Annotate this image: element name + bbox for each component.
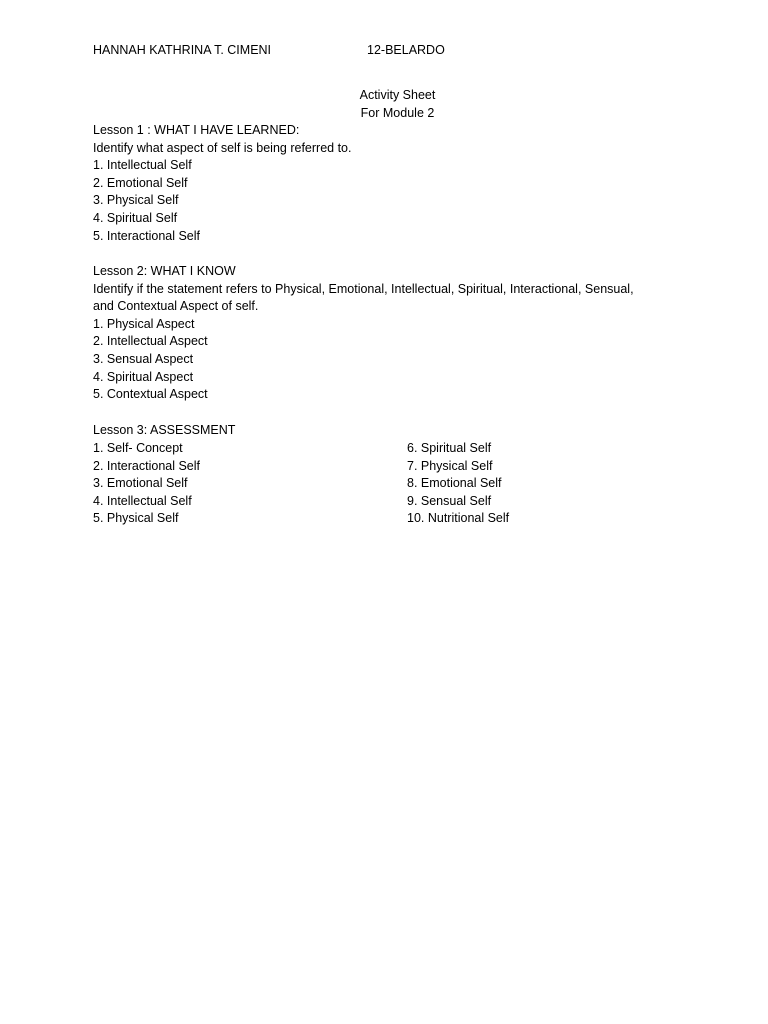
lesson3-answer: 10. Nutritional Self xyxy=(407,511,510,526)
lesson3-answer: 7. Physical Self xyxy=(407,458,493,473)
lesson3-answer: 4. Intellectual Self xyxy=(93,493,192,508)
lesson1-section xyxy=(93,122,673,245)
lesson3-answer: 9. Sensual Self xyxy=(407,493,492,508)
document-title: Activity Sheet xyxy=(359,88,436,102)
lesson1-answer: 1. Intellectual Self xyxy=(93,158,192,173)
lesson1-answer: 5. Interactional Self xyxy=(93,228,201,243)
lesson3-answer: 8. Emotional Self xyxy=(407,476,502,491)
lesson1-answer: 2. Emotional Self xyxy=(93,175,188,190)
lesson1-answer: 4. Spiritual Self xyxy=(93,210,178,225)
lesson3-answer: 5. Physical Self xyxy=(93,511,179,526)
lesson1-heading: Lesson 1 : WHAT I HAVE LEARNED: xyxy=(93,123,300,137)
student-name: HANNAH KATHRINA T. CIMENI xyxy=(93,43,272,57)
lesson3-answers-right xyxy=(407,440,707,528)
lesson3-heading: Lesson 3: ASSESSMENT xyxy=(93,423,236,437)
lesson2-answer: 3. Sensual Aspect xyxy=(93,351,194,366)
lesson2-instruction: Identify if the statement refers to Physical, Emotional, Intellectual, Spiritual, Interactional, Sensual, xyxy=(93,281,634,296)
lesson2-instruction-continued: and Contextual Aspect of self. xyxy=(93,299,259,314)
lesson3-answers-left xyxy=(93,440,393,528)
document-subtitle: For Module 2 xyxy=(360,106,435,120)
lesson2-answer: 2. Intellectual Aspect xyxy=(93,334,208,349)
lesson2-section xyxy=(93,263,673,404)
lesson1-instruction: Identify what aspect of self is being referred to. xyxy=(93,140,352,155)
lesson2-answer: 5. Contextual Aspect xyxy=(93,387,208,402)
student-section: 12-BELARDO xyxy=(367,43,445,57)
lesson3-answer: 1. Self- Concept xyxy=(93,441,183,455)
lesson3-answer: 2. Interactional Self xyxy=(93,458,201,473)
lesson2-answer: 1. Physical Aspect xyxy=(93,316,195,331)
lesson2-answer: 4. Spiritual Aspect xyxy=(93,369,194,384)
lesson2-heading: Lesson 2: WHAT I KNOW xyxy=(93,264,236,278)
lesson1-answer: 3. Physical Self xyxy=(93,193,179,208)
lesson3-answer: 3. Emotional Self xyxy=(93,476,188,491)
lesson3-answer: 6. Spiritual Self xyxy=(407,441,492,455)
